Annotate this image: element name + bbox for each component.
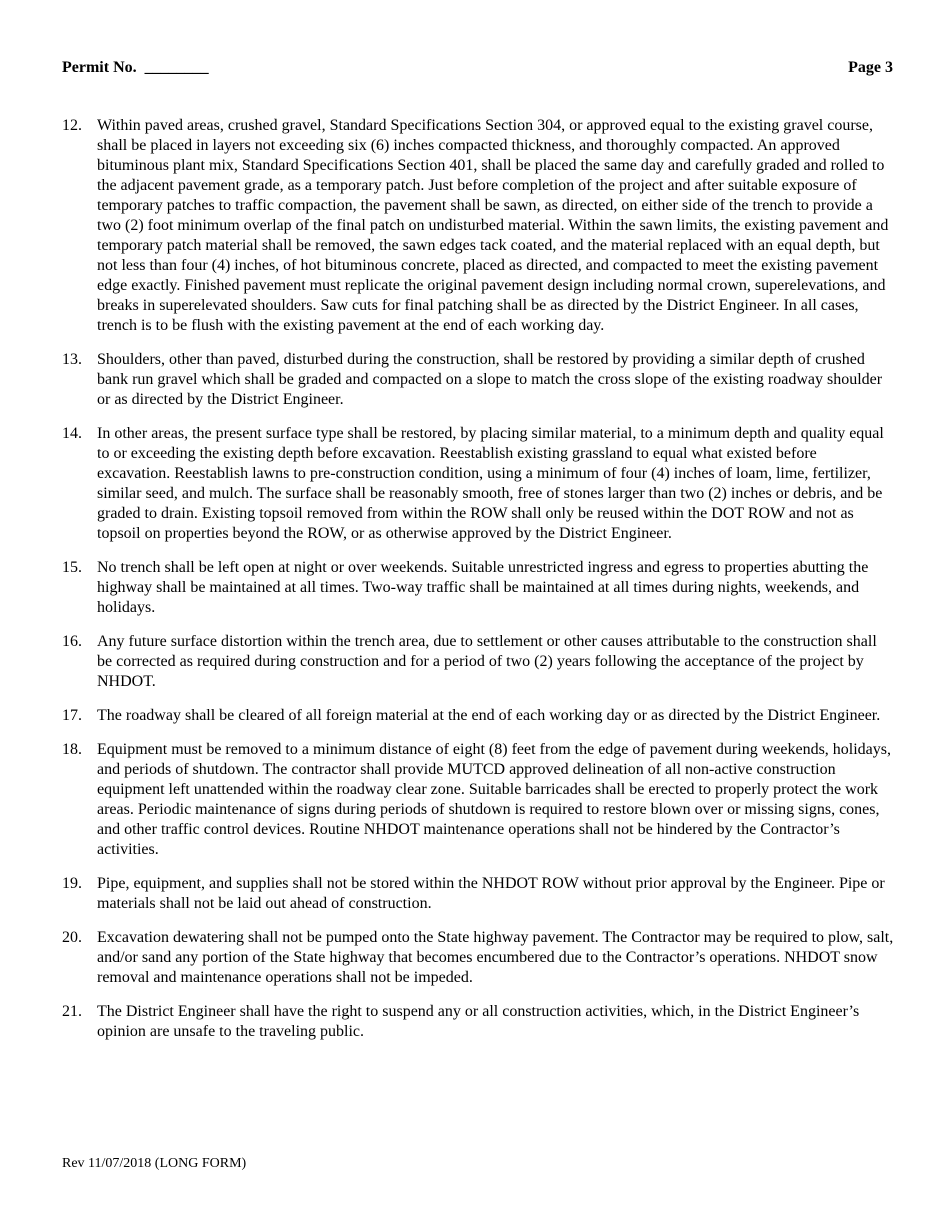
page-header <box>62 57 893 79</box>
permit-number-label: Permit No. ________ <box>62 59 209 76</box>
condition-text: Excavation dewatering shall not be pumped onto the State highway pavement. The Contractor may be required to plow, salt, and/or sand any portion of the State highway that becomes encumbered due to the Contractor’s operations. NHDOT snow removal and maintenance operations shall not be impeded. <box>97 929 894 986</box>
condition-item-12 <box>62 116 894 336</box>
condition-item-14 <box>62 424 894 544</box>
condition-text: Pipe, equipment, and supplies shall not be stored within the NHDOT ROW without prior approval by the Engineer. Pipe or materials shall not be laid out ahead of construction. <box>97 875 885 912</box>
condition-number: 19. <box>62 875 82 892</box>
condition-item-21 <box>62 1002 894 1042</box>
condition-text: No trench shall be left open at night or over weekends. Suitable unrestricted ingress and egress to properties abutting the highway shall be maintained at all times. Two-way traffic shall be maintained at all times during nights, weekends, and holidays. <box>97 559 869 616</box>
condition-text: Within paved areas, crushed gravel, Standard Specifications Section 304, or approved equal to the existing gravel course, shall be placed in layers not exceeding six (6) inches compacted thickness, and thoroughly compacted. An approved bituminous plant mix, Standard Specifications Section 401, shall be placed the same day and carefully graded and rolled to the adjacent pavement grade, as a temporary patch. Just before completion of the project and after suitable exposure of temporary patches to traffic compaction, the pavement shall be sawn, as directed, on either side of the trench to provide a two (2) foot minimum overlap of the final patch on undisturbed material. Within the sawn limits, the existing pavement and temporary patch material shall be removed, the sawn edges tack coated, and the material replaced with an equal depth, but not less than four (4) inches, of hot bituminous concrete, placed as directed, and compacted to meet the existing pavement edge exactly. Finished pavement must replicate the original pavement design including normal crown, superelevations, and breaks in superelevated shoulders. Saw cuts for final patching shall be as directed by the District Engineer. In all cases, trench is to be flush with the existing pavement at the end of each working day. <box>97 117 889 334</box>
condition-item-16 <box>62 632 894 692</box>
condition-number: 18. <box>62 741 82 758</box>
condition-number: 15. <box>62 559 82 576</box>
revision-footer: Rev 11/07/2018 (LONG FORM) <box>62 1156 247 1171</box>
condition-number: 14. <box>62 425 82 442</box>
condition-text: Any future surface distortion within the trench area, due to settlement or other causes attributable to the construction shall be corrected as required during construction and for a period of two (2) years following the acceptance of the project by NHDOT. <box>97 633 877 690</box>
condition-number: 21. <box>62 1003 82 1020</box>
page-number: Page 3 <box>848 59 893 76</box>
condition-number: 16. <box>62 633 82 650</box>
condition-text: Equipment must be removed to a minimum distance of eight (8) feet from the edge of pavement during weekends, holidays, and periods of shutdown. The contractor shall provide MUTCD approved delineation of all non-active construction equipment left unattended within the roadway clear zone. Suitable barricades shall be erected to properly protect the work areas. Periodic maintenance of signs during periods of shutdown is required to restore blown over or missing signs, cones, and other traffic control devices. Routine NHDOT maintenance operations shall not be hindered by the Contractor’s activities. <box>97 741 892 858</box>
condition-item-17 <box>62 706 894 726</box>
permit-conditions-list <box>62 116 894 1056</box>
condition-item-13 <box>62 350 894 410</box>
condition-number: 12. <box>62 117 82 134</box>
condition-number: 13. <box>62 351 82 368</box>
condition-text: The District Engineer shall have the right to suspend any or all construction activities, which, in the District Engineer’s opinion are unsafe to the traveling public. <box>97 1003 860 1040</box>
condition-number: 17. <box>62 707 82 724</box>
condition-item-18 <box>62 740 894 860</box>
condition-text: In other areas, the present surface type shall be restored, by placing similar material, to a minimum depth and quality equal to or exceeding the existing depth before excavation. Reestablish existing grassland to equal what existed before excavation. Reestablish lawns to pre-construction condition, using a minimum of four (4) inches of loam, lime, fertilizer, similar seed, and mulch. The surface shall be reasonably smooth, free of stones larger than two (2) inches or debris, and be graded to drain. Existing topsoil removed from within the ROW shall only be reused within the DOT ROW and not as topsoil on properties beyond the ROW, or as otherwise approved by the District Engineer. <box>97 425 884 542</box>
condition-item-19 <box>62 874 894 914</box>
condition-text: Shoulders, other than paved, disturbed during the construction, shall be restored by providing a similar depth of crushed bank run gravel which shall be graded and compacted on a slope to match the cross slope of the existing roadway shoulder or as directed by the District Engineer. <box>97 351 883 408</box>
condition-number: 20. <box>62 929 82 946</box>
condition-text: The roadway shall be cleared of all foreign material at the end of each working day or as directed by the District Engineer. <box>97 707 881 724</box>
condition-item-15 <box>62 558 894 618</box>
condition-item-20 <box>62 928 894 988</box>
